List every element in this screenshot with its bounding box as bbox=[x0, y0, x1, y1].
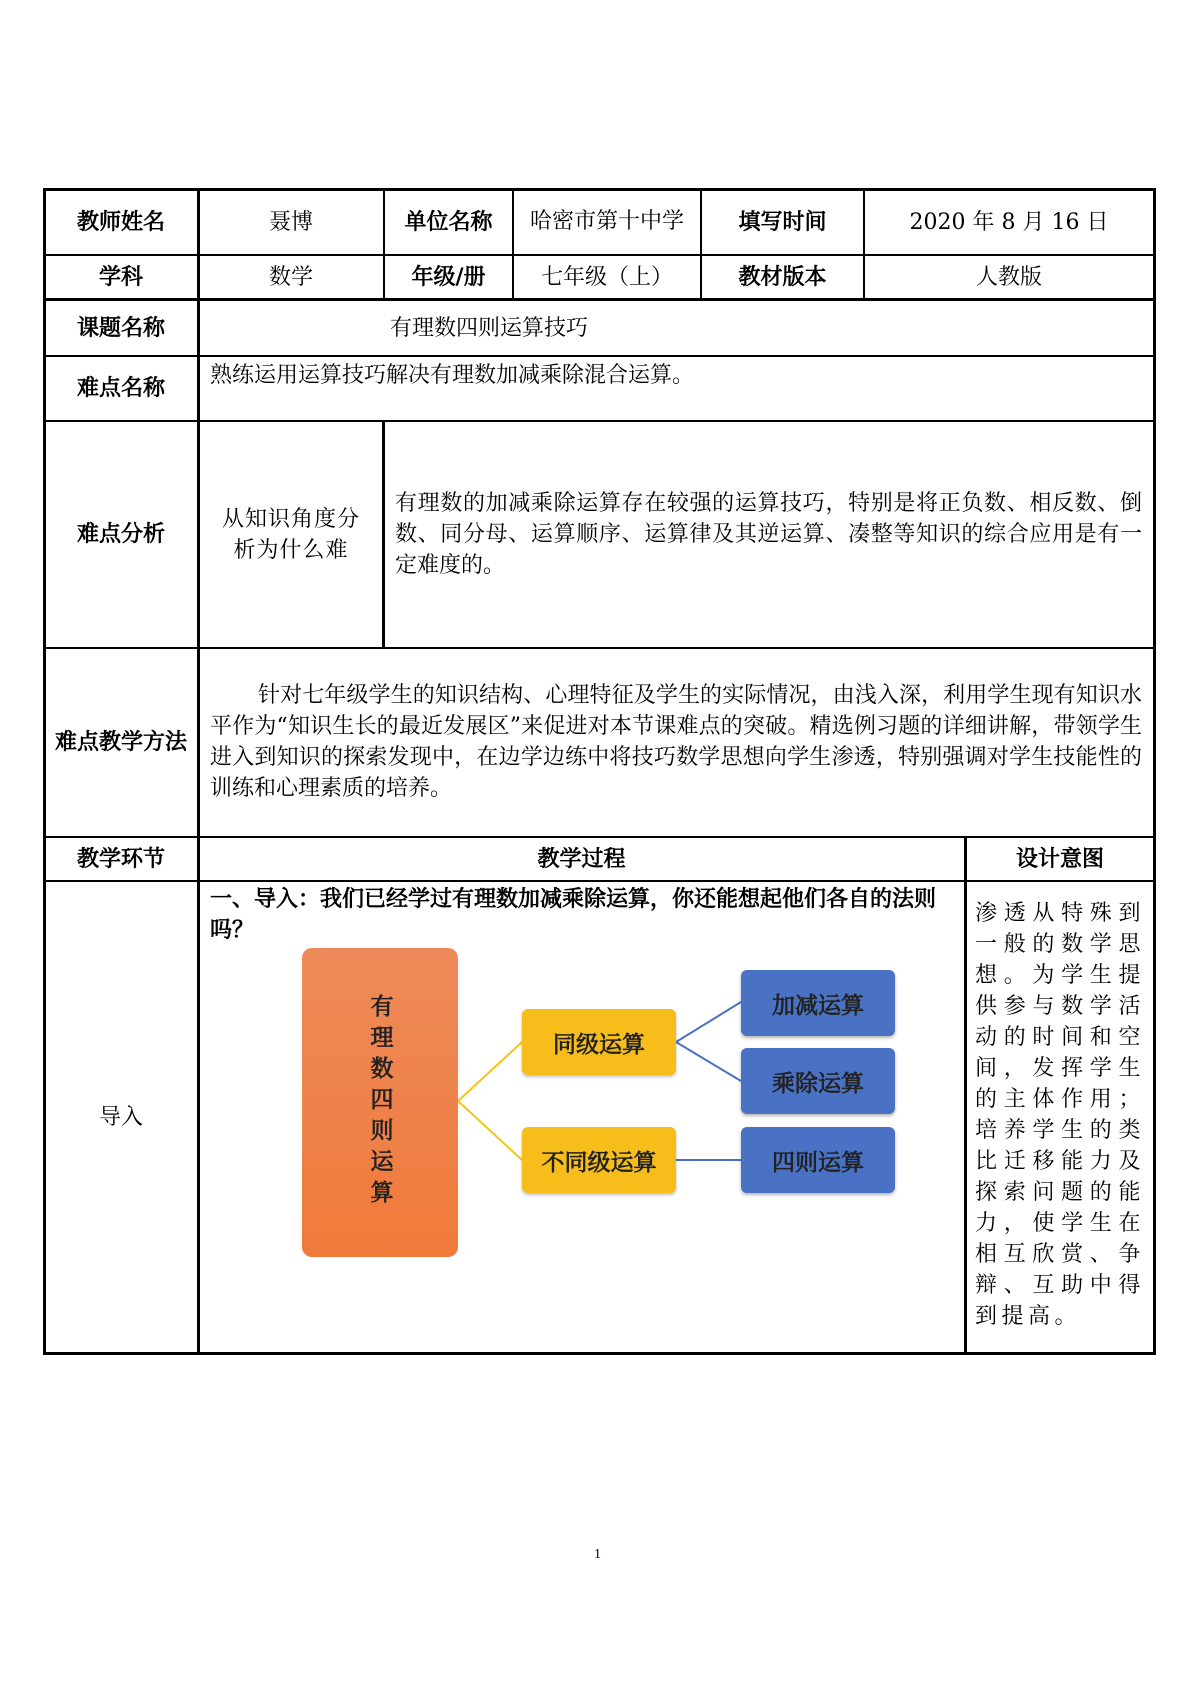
difficulty-value: 熟练运用运算技巧解决有理数加减乘除混合运算。 bbox=[210, 363, 695, 388]
fill-time-value: 2020 年 8 月 16 日 bbox=[909, 209, 1109, 235]
mul-div-box: 乘除运算 bbox=[741, 1048, 895, 1114]
teacher-value: 聂博 bbox=[268, 209, 313, 235]
unit-value: 哈密市第十中学 bbox=[529, 209, 684, 234]
edition-label: 教材版本 bbox=[738, 264, 827, 290]
analysis-text: 有理数的加减乘除运算存在较强的运算技巧，特别是将正负数、相反数、倒数、同分母、运算顺序、运算律及其逆运算、凑整等知识的综合应用是有一定难度的。 bbox=[395, 491, 1142, 578]
intro-intent: 渗透从特殊到一般的数学思想。为学生提供参与数学活动的时间和空间，发挥学生的主体作用；培养学生的类比迁移能力及探索问题的能力，使学生在相互欣赏、争辩、互助中得到提高。 bbox=[975, 901, 1145, 1329]
page-number: 1 bbox=[594, 1547, 601, 1562]
analysis-label: 难点分析 bbox=[76, 522, 165, 547]
root-box-label: 有理数四则运算 bbox=[366, 994, 393, 1211]
process-header: 教学过程 bbox=[537, 846, 626, 872]
analysis-sub-label: 从知识角度分析为什么难 bbox=[221, 506, 360, 563]
fill-time-label: 填写时间 bbox=[738, 209, 827, 235]
connector-same-muldiv bbox=[676, 1042, 741, 1081]
grade-label: 年级/册 bbox=[411, 264, 486, 290]
unit-label: 单位名称 bbox=[404, 209, 493, 235]
intent-header: 设计意图 bbox=[1015, 846, 1104, 872]
root-box bbox=[302, 948, 458, 1257]
method-text: 针对七年级学生的知识结构、心理特征及学生的实际情况，由浅入深，利用学生现有知识水平作为“知识生长的最近发展区”来促进对本节课难点的突破。精选例习题的详细讲解，带领学生进入到知识的探索发现中，在边学边练中将技巧数学思想向学生渗透，特别强调对学生技能性的训练和心理素质的培养。 bbox=[210, 683, 1142, 801]
connector-root-diff bbox=[458, 1101, 522, 1160]
topic-value: 有理数四则运算技巧 bbox=[390, 315, 589, 341]
difficulty-label: 难点名称 bbox=[76, 376, 165, 401]
diff-level-box: 不同级运算 bbox=[522, 1127, 676, 1193]
teacher-label: 教师姓名 bbox=[76, 209, 165, 235]
same-level-box: 同级运算 bbox=[522, 1009, 676, 1075]
topic-label: 课题名称 bbox=[76, 315, 165, 341]
connector-root-same bbox=[458, 1042, 522, 1101]
subject-value: 数学 bbox=[268, 264, 313, 290]
method-label: 难点教学方法 bbox=[55, 730, 188, 755]
stage-header: 教学环节 bbox=[76, 846, 165, 872]
intro-stage: 导入 bbox=[98, 1104, 143, 1130]
connector-same-addsub bbox=[676, 1002, 741, 1042]
four-ops-box: 四则运算 bbox=[741, 1127, 895, 1193]
subject-label: 学科 bbox=[98, 264, 143, 290]
add-sub-box: 加减运算 bbox=[741, 970, 895, 1036]
intro-question: 一、导入：我们已经学过有理数加减乘除运算，你还能想起他们各自的法则吗？ bbox=[210, 887, 937, 943]
grade-value: 七年级（上） bbox=[540, 264, 673, 290]
edition-value: 人教版 bbox=[975, 264, 1042, 290]
